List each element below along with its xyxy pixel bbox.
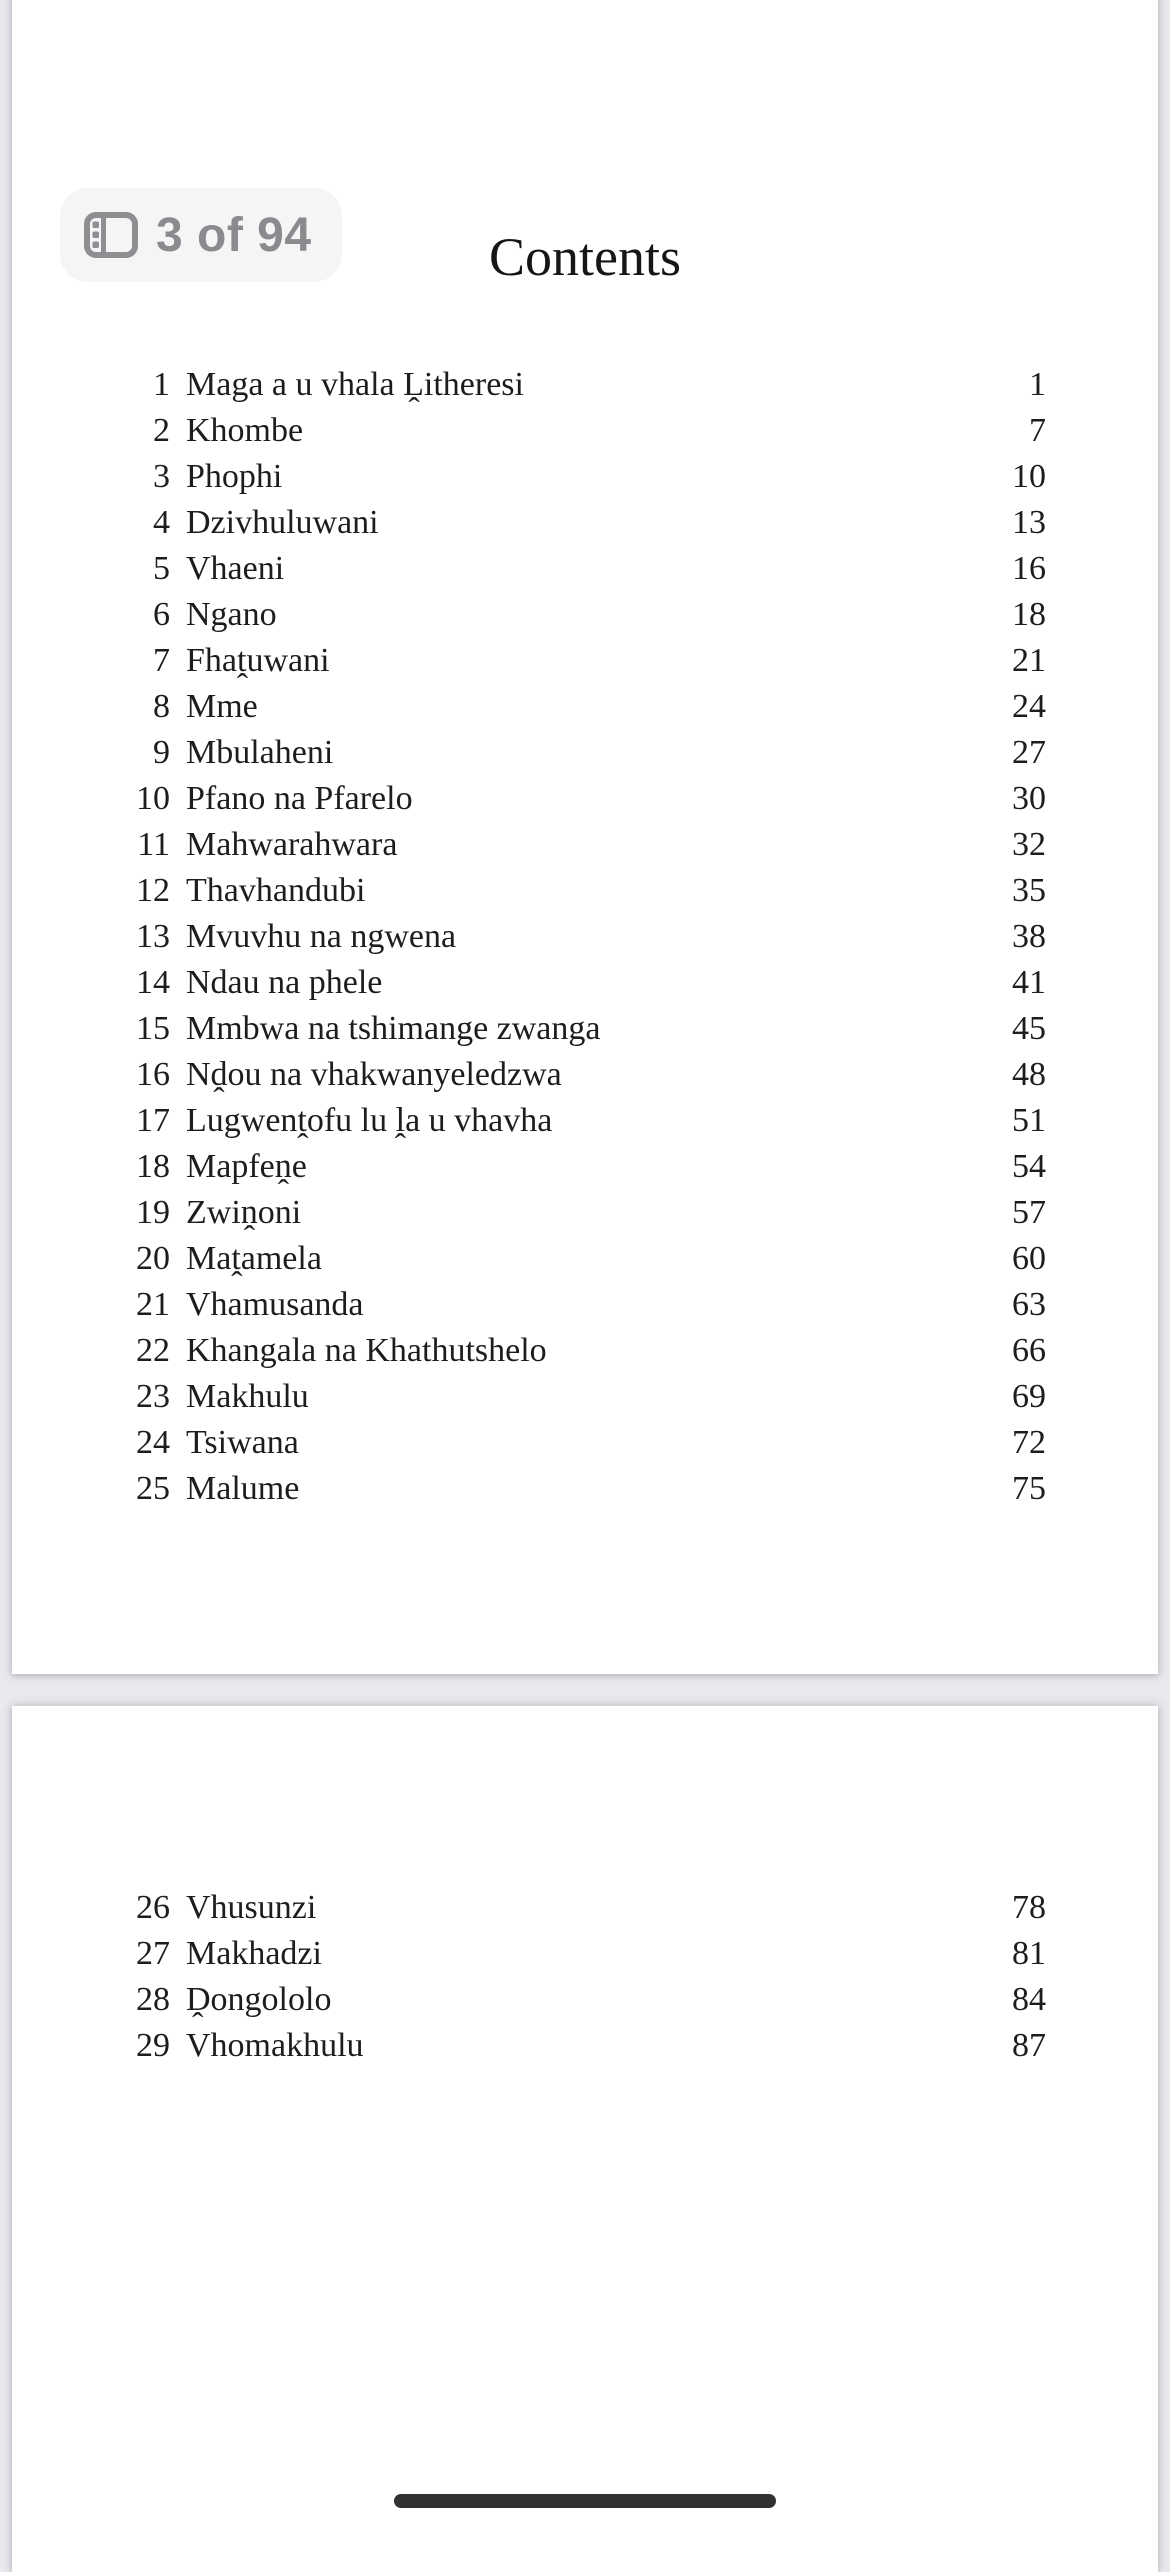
toc-entry-title: Phophi: [186, 458, 283, 495]
toc-entry[interactable]: [12, 1328, 1046, 1374]
toc-entry-page: 54: [1012, 1148, 1046, 1185]
toc-entry-title: Fhaṱuwani: [186, 642, 330, 679]
toc-entry-number: 5: [153, 550, 170, 587]
toc-entry-page: 41: [1012, 964, 1046, 1001]
toc-entry-title: Ḓongololo: [186, 1981, 332, 2018]
toc-entry[interactable]: [12, 1098, 1046, 1144]
toc-entry[interactable]: [12, 362, 1046, 408]
toc-entry-page: 72: [1012, 1424, 1046, 1461]
toc-entry-title: Maga a u vhala Ḽitheresi: [186, 366, 524, 403]
toc-entry-number: 25: [136, 1470, 170, 1507]
toc-entry[interactable]: [12, 914, 1046, 960]
toc-entry[interactable]: [12, 868, 1046, 914]
toc-entry-title: Vhusunzi: [186, 1889, 317, 1926]
toc-entry-number: 3: [153, 458, 170, 495]
toc-entry[interactable]: [12, 638, 1046, 684]
toc-entry-page: 78: [1012, 1889, 1046, 1926]
toc-entry-page: 66: [1012, 1332, 1046, 1369]
toc-entry-page: 16: [1012, 550, 1046, 587]
toc-entry[interactable]: [12, 1052, 1046, 1098]
toc-entry-title: Mme: [186, 688, 258, 725]
book-page-1: [12, 0, 1158, 1674]
toc-entry[interactable]: [12, 454, 1046, 500]
toc-entry-page: 84: [1012, 1981, 1046, 2018]
toc-entry[interactable]: [12, 1374, 1046, 1420]
toc-entry[interactable]: [12, 1282, 1046, 1328]
toc-entry-number: 24: [136, 1424, 170, 1461]
home-indicator[interactable]: [394, 2494, 776, 2508]
toc-entry-page: 48: [1012, 1056, 1046, 1093]
toc-entry-page: 1: [1029, 366, 1046, 403]
toc-entry-page: 24: [1012, 688, 1046, 725]
toc-entry[interactable]: [12, 592, 1046, 638]
toc-entry-number: 18: [136, 1148, 170, 1185]
toc-entry-page: 27: [1012, 734, 1046, 771]
book-page-2: [12, 1706, 1158, 2572]
toc-list-page1: [12, 362, 1158, 1512]
toc-entry-title: Dzivhuluwani: [186, 504, 379, 541]
toc-entry-number: 13: [136, 918, 170, 955]
toc-entry-number: 27: [136, 1935, 170, 1972]
toc-entry-page: 7: [1029, 412, 1046, 449]
toc-entry[interactable]: [12, 1885, 1046, 1931]
toc-entry-title: Nḓou na vhakwanyeledzwa: [186, 1056, 562, 1093]
toc-entry-number: 15: [136, 1010, 170, 1047]
toc-entry-number: 7: [153, 642, 170, 679]
toc-list-page2: [12, 1885, 1158, 2069]
toc-entry-number: 23: [136, 1378, 170, 1415]
toc-entry-number: 16: [136, 1056, 170, 1093]
toc-entry-number: 19: [136, 1194, 170, 1231]
toc-entry-title: Maṱamela: [186, 1240, 322, 1277]
toc-entry-number: 17: [136, 1102, 170, 1139]
toc-entry-number: 26: [136, 1889, 170, 1926]
toc-entry-title: Khangala na Khathutshelo: [186, 1332, 547, 1369]
toc-entry[interactable]: [12, 1006, 1046, 1052]
toc-entry[interactable]: [12, 1420, 1046, 1466]
page-indicator-label: 3 of 94: [156, 208, 312, 262]
toc-entry-title: Malume: [186, 1470, 300, 1507]
toc-entry-title: Vhaeni: [186, 550, 285, 587]
toc-entry-title: Vhamusanda: [186, 1286, 364, 1323]
toc-entry-title: Pfano na Pfarelo: [186, 780, 413, 817]
toc-entry-title: Mahwarahwara: [186, 826, 398, 863]
toc-entry[interactable]: [12, 822, 1046, 868]
toc-entry[interactable]: [12, 684, 1046, 730]
toc-entry-page: 69: [1012, 1378, 1046, 1415]
toc-entry[interactable]: [12, 1144, 1046, 1190]
contents-title: Contents: [488, 227, 681, 287]
toc-entry-number: 20: [136, 1240, 170, 1277]
toc-entry-number: 21: [136, 1286, 170, 1323]
toc-entry-title: Ndau na phele: [186, 964, 383, 1001]
toc-entry-number: 11: [137, 826, 170, 863]
toc-entry-page: 60: [1012, 1240, 1046, 1277]
toc-entry[interactable]: [12, 500, 1046, 546]
toc-entry[interactable]: [12, 546, 1046, 592]
toc-entry-page: 21: [1012, 642, 1046, 679]
toc-entry-title: Ngano: [186, 596, 277, 633]
toc-entry-number: 10: [136, 780, 170, 817]
toc-entry-number: 8: [153, 688, 170, 725]
toc-entry-title: Makhulu: [186, 1378, 309, 1415]
toc-entry-title: Zwiṋoni: [186, 1194, 302, 1231]
toc-entry-title: Tsiwana: [186, 1424, 299, 1461]
toc-entry-number: 1: [153, 366, 170, 403]
toc-entry-number: 28: [136, 1981, 170, 2018]
toc-entry-title: Vhomakhulu: [186, 2027, 364, 2064]
toc-entry-number: 9: [153, 734, 170, 771]
toc-entry-title: Mvuvhu na ngwena: [186, 918, 457, 955]
toc-entry-page: 13: [1012, 504, 1046, 541]
toc-entry[interactable]: [12, 1931, 1046, 1977]
toc-entry-page: 75: [1012, 1470, 1046, 1507]
toc-entry-title: Lugwenṱofu lu ḽa u vhavha: [186, 1102, 553, 1139]
toc-entry-title: Thavhandubi: [186, 872, 366, 909]
toc-entry-number: 6: [153, 596, 170, 633]
toc-entry[interactable]: [12, 776, 1046, 822]
toc-entry[interactable]: [12, 1236, 1046, 1282]
toc-entry[interactable]: [12, 2023, 1046, 2069]
toc-entry-page: 51: [1012, 1102, 1046, 1139]
toc-entry[interactable]: [12, 408, 1046, 454]
toc-entry-number: 12: [136, 872, 170, 909]
toc-entry[interactable]: [12, 1977, 1046, 2023]
toc-entry-number: 4: [153, 504, 170, 541]
toc-entry-page: 81: [1012, 1935, 1046, 1972]
toc-entry-number: 14: [136, 964, 170, 1001]
toc-entry-page: 10: [1012, 458, 1046, 495]
toc-entry-number: 29: [136, 2027, 170, 2064]
toc-entry[interactable]: [12, 1466, 1046, 1512]
toc-entry-title: Khombe: [186, 412, 304, 449]
toc-entry-page: 35: [1012, 872, 1046, 909]
toc-entry-page: 32: [1012, 826, 1046, 863]
toc-entry-page: 30: [1012, 780, 1046, 817]
toc-entry-page: 57: [1012, 1194, 1046, 1231]
toc-entry-page: 18: [1012, 596, 1046, 633]
toc-entry-title: Mbulaheni: [186, 734, 334, 771]
toc-entry[interactable]: [12, 1190, 1046, 1236]
toc-entry-title: Mapfeṋe: [186, 1148, 307, 1185]
toc-entry-page: 45: [1012, 1010, 1046, 1047]
toc-entry-title: Makhadzi: [186, 1935, 322, 1972]
toc-entry-number: 2: [153, 412, 170, 449]
toc-entry-page: 87: [1012, 2027, 1046, 2064]
toc-entry-number: 22: [136, 1332, 170, 1369]
toc-entry-title: Mmbwa na tshimange zwanga: [186, 1010, 601, 1047]
toc-entry-page: 38: [1012, 918, 1046, 955]
toc-entry[interactable]: [12, 730, 1046, 776]
toc-entry-page: 63: [1012, 1286, 1046, 1323]
toc-entry[interactable]: [12, 960, 1046, 1006]
